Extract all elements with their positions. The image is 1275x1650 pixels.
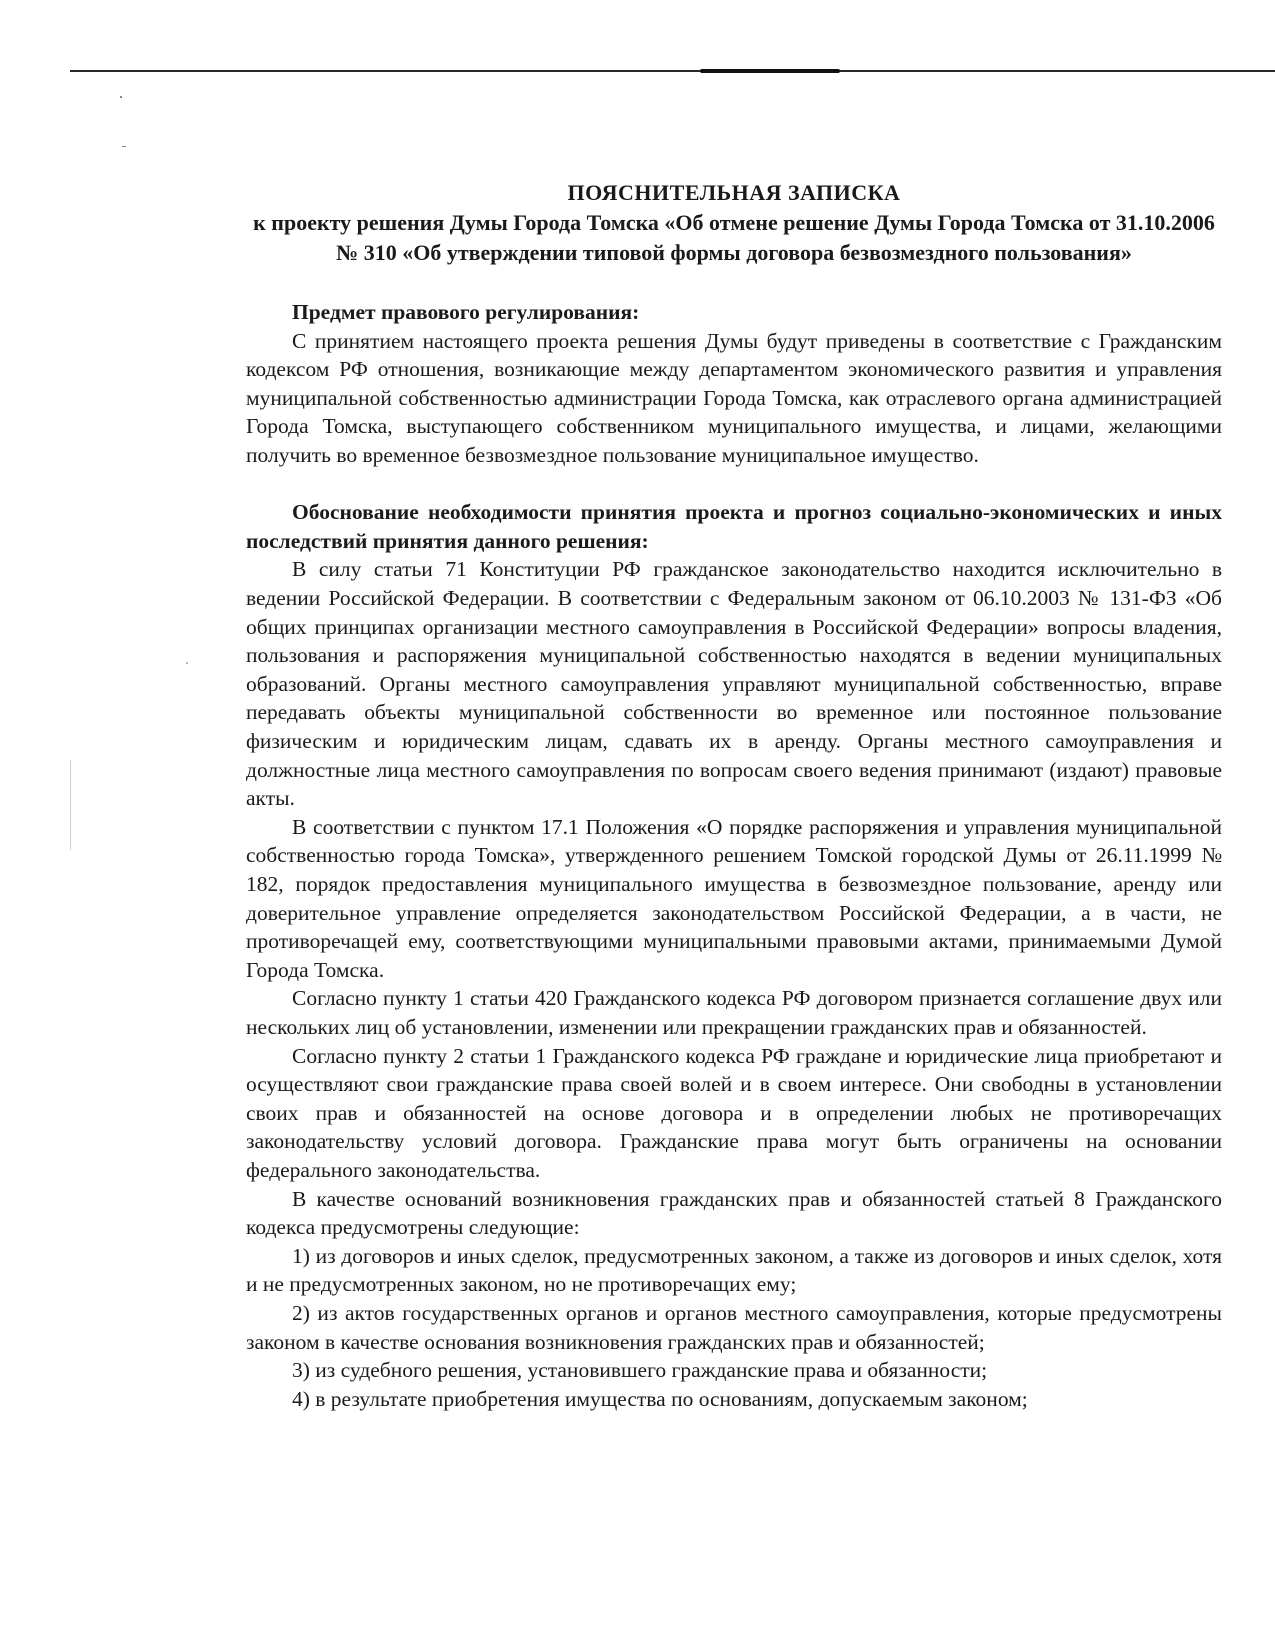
document-title-block — [246, 178, 1222, 268]
document-page — [246, 178, 1222, 1413]
paragraph: С принятием настоящего проекта решения Думы будут приведены в соответствие с Гражданским кодексом РФ отношения, возникающие между департаментом экономического развития и управления муниципальной собственностью администрации Города Томска, как отраслевого органа администрацией Города Томска, выступающего собственником муниципального имущества, и лицами, желающими получить во временное безвозмездное пользование муниципальное имущество. — [246, 328, 1222, 467]
top-border-smudge — [700, 69, 840, 73]
document-subtitle: к проекту решения Думы Города Томска «Об отмене решение Думы Города Томска от 31.10.2006 № 310 «Об утверждении типовой формы договора безвозмездного пользования» — [253, 210, 1215, 265]
paragraph: В качестве оснований возникновения гражданских прав и обязанностей статьей 8 Гражданского кодекса предусмотрены следующие: — [246, 1186, 1222, 1240]
list-item: 4) в результате приобретения имущества по основаниям, допускаемым законом; — [292, 1386, 1028, 1411]
document-title: ПОЯСНИТЕЛЬНАЯ ЗАПИСКА — [567, 180, 901, 205]
top-border-line — [70, 70, 1275, 72]
scan-speck — [120, 96, 122, 98]
list-item: 3) из судебного решения, установившего гражданские права и обязанности; — [292, 1358, 988, 1383]
section-heading-justification: Обоснование необходимости принятия проекта и прогноз социально-экономических и иных последствий принятия данного решения: — [246, 500, 1222, 553]
paragraph: В соответствии с пунктом 17.1 Положения «О порядке распоряжения и управления муниципальной собственностью города Томска», утвержденного решением Томской городской Думы от 26.11.1999 № 182, порядок предоставления муниципального имущества в безвозмездное пользование, аренду или доверительное управление определяется законодательством Российской Федерации, а в части, не противоречащей ему, соответствующими муниципальными правовыми актами, принимаемыми Думой Города Томска. — [246, 814, 1222, 982]
list-item: 1) из договоров и иных сделок, предусмотренных законом, а также из договоров и иных сделок, хотя и не предусмотренных законом, но не противоречащих ему; — [246, 1243, 1222, 1297]
list-item: 2) из актов государственных органов и органов местного самоуправления, которые предусмотрены законом в качестве основания возникновения гражданских прав и обязанностей; — [246, 1300, 1222, 1354]
paragraph: Согласно пункту 1 статьи 420 Гражданского кодекса РФ договором признается соглашение двух или нескольких лиц об установлении, изменении или прекращении гражданских прав и обязанностей. — [246, 986, 1222, 1039]
scan-speck — [122, 146, 126, 147]
paragraph: Согласно пункту 2 статьи 1 Гражданского кодекса РФ граждане и юридические лица приобретают и осуществляют свои гражданские права своей волей и в своем интересе. Они свободны в установлении своих прав и обязанностей на основе договора и в определении любых не противоречащих законодательству условий договора. Гражданские права могут быть ограничены на основании федерального законодательства. — [246, 1043, 1222, 1182]
scan-margin-mark — [70, 760, 71, 850]
paragraph: В силу статьи 71 Конституции РФ гражданское законодательство находится исключительно в ведении Российской Федерации. В соответствии с Федеральным законом от 06.10.2003 № 131-ФЗ «Об общих принципах организации местного самоуправления в Российской Федерации» вопросы владения, пользования и распоряжения муниципальной собственностью находятся в ведении муниципальных образований. Органы местного самоуправления управляют муниципальной собственностью, вправе передавать объекты муниципальной собственности во временное или постоянное пользование физическим и юридическим лицам, сдавать их в аренду. Органы местного самоуправления и должностные лица местного самоуправления по вопросам своего ведения принимают (издают) правовые акты. — [246, 557, 1222, 811]
section-heading-subject: Предмет правового регулирования: — [292, 300, 640, 324]
scan-speck — [186, 662, 188, 664]
